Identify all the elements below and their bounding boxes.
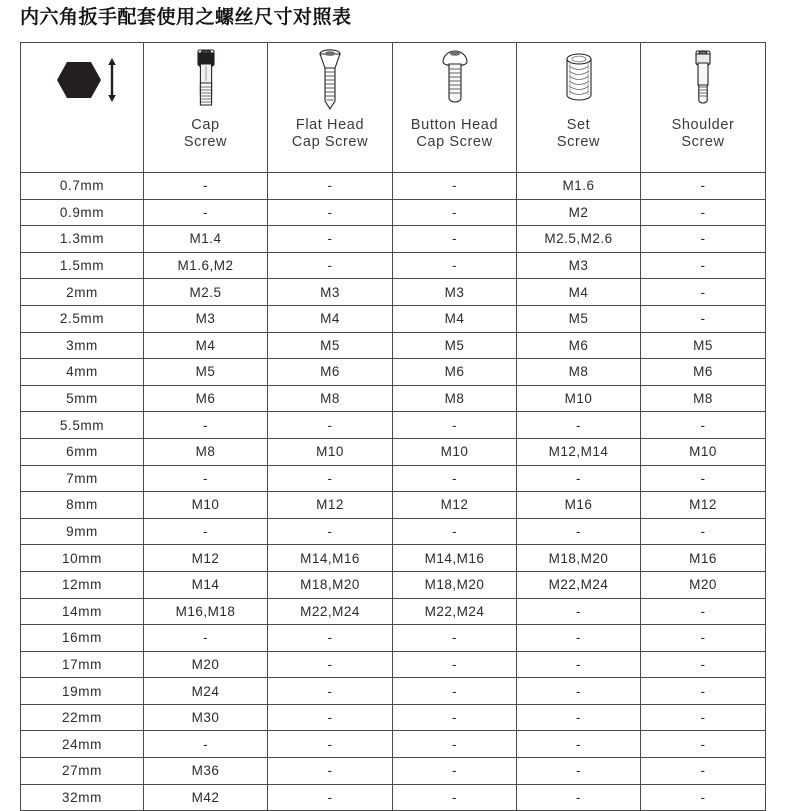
column-header-set-screw-label-2: Screw: [556, 134, 601, 150]
column-header-button-head-label-1: Button Head: [410, 117, 499, 133]
column-header-button-head-label-2: Cap Screw: [416, 134, 493, 150]
row-label-hex-size: 8mm: [21, 492, 144, 519]
cell-flat_head: -: [268, 731, 393, 758]
cell-shoulder: M20: [641, 571, 766, 598]
cell-flat_head: M12: [268, 492, 393, 519]
cell-button_head: M14,M16: [393, 545, 517, 572]
table-row: [21, 438, 766, 465]
cell-button_head: -: [393, 173, 517, 200]
cell-button_head: M3: [393, 279, 517, 306]
cell-button_head: -: [393, 518, 517, 545]
cell-set_screw: -: [517, 651, 641, 678]
cell-shoulder: M6: [641, 359, 766, 386]
cell-flat_head: -: [268, 625, 393, 652]
column-header-button-head-cap-screw: [393, 43, 517, 173]
cell-shoulder: M5: [641, 332, 766, 359]
table-row: [21, 199, 766, 226]
screw-size-table: [20, 42, 766, 811]
row-label-hex-size: 32mm: [21, 784, 144, 811]
cell-cap_screw: -: [144, 199, 268, 226]
cell-shoulder: -: [641, 465, 766, 492]
row-label-hex-size: 12mm: [21, 571, 144, 598]
cell-cap_screw: M20: [144, 651, 268, 678]
cell-shoulder: -: [641, 518, 766, 545]
cell-cap_screw: M12: [144, 545, 268, 572]
cell-set_screw: M5: [517, 305, 641, 332]
cell-cap_screw: M2.5: [144, 279, 268, 306]
cell-cap_screw: M6: [144, 385, 268, 412]
cell-shoulder: -: [641, 279, 766, 306]
cell-shoulder: -: [641, 305, 766, 332]
cell-shoulder: -: [641, 598, 766, 625]
table-row: [21, 704, 766, 731]
cell-set_screw: -: [517, 465, 641, 492]
cell-button_head: -: [393, 651, 517, 678]
table-row: [21, 492, 766, 519]
cell-set_screw: M22,M24: [517, 571, 641, 598]
cell-button_head: M8: [393, 385, 517, 412]
table-row: [21, 385, 766, 412]
cell-button_head: -: [393, 784, 517, 811]
cell-shoulder: -: [641, 704, 766, 731]
cell-set_screw: M16: [517, 492, 641, 519]
cell-shoulder: -: [641, 252, 766, 279]
cell-cap_screw: M30: [144, 704, 268, 731]
row-label-hex-size: 5mm: [21, 385, 144, 412]
cell-shoulder: -: [641, 651, 766, 678]
cell-cap_screw: -: [144, 465, 268, 492]
cell-button_head: -: [393, 678, 517, 705]
cell-button_head: -: [393, 412, 517, 439]
hexagon-measure-icon: [43, 43, 121, 117]
table-row: [21, 412, 766, 439]
row-label-hex-size: 17mm: [21, 651, 144, 678]
cell-button_head: M10: [393, 438, 517, 465]
cell-shoulder: M8: [641, 385, 766, 412]
column-header-shoulder-screw: [641, 43, 766, 173]
cell-cap_screw: -: [144, 173, 268, 200]
cell-cap_screw: M10: [144, 492, 268, 519]
table-header-row: [21, 43, 766, 173]
row-label-hex-size: 3mm: [21, 332, 144, 359]
cell-set_screw: M6: [517, 332, 641, 359]
cell-flat_head: -: [268, 226, 393, 253]
row-label-hex-size: 0.9mm: [21, 199, 144, 226]
cell-flat_head: -: [268, 173, 393, 200]
cell-cap_screw: M3: [144, 305, 268, 332]
cell-flat_head: M3: [268, 279, 393, 306]
cell-button_head: -: [393, 625, 517, 652]
row-label-hex-size: 5.5mm: [21, 412, 144, 439]
table-row: [21, 545, 766, 572]
row-label-hex-size: 16mm: [21, 625, 144, 652]
cell-cap_screw: -: [144, 731, 268, 758]
flat-head-screw-icon: [313, 43, 347, 117]
cell-shoulder: -: [641, 173, 766, 200]
cell-shoulder: M12: [641, 492, 766, 519]
table-row: [21, 678, 766, 705]
cell-set_screw: M3: [517, 252, 641, 279]
cell-shoulder: M10: [641, 438, 766, 465]
cell-button_head: M6: [393, 359, 517, 386]
row-label-hex-size: 10mm: [21, 545, 144, 572]
table-row: [21, 173, 766, 200]
cell-flat_head: M10: [268, 438, 393, 465]
cell-set_screw: M18,M20: [517, 545, 641, 572]
row-label-hex-size: 1.5mm: [21, 252, 144, 279]
table-row: [21, 305, 766, 332]
cell-button_head: -: [393, 465, 517, 492]
cap-screw-icon: [189, 43, 223, 117]
row-label-hex-size: 19mm: [21, 678, 144, 705]
cell-cap_screw: M24: [144, 678, 268, 705]
cell-flat_head: -: [268, 412, 393, 439]
cell-button_head: M5: [393, 332, 517, 359]
row-label-hex-size: 9mm: [21, 518, 144, 545]
table-row: [21, 518, 766, 545]
cell-flat_head: M14,M16: [268, 545, 393, 572]
chart-table-container: [20, 42, 765, 811]
cell-set_screw: -: [517, 784, 641, 811]
table-row: [21, 332, 766, 359]
cell-cap_screw: M5: [144, 359, 268, 386]
cell-flat_head: -: [268, 758, 393, 785]
page-title: 内六角扳手配套使用之螺丝尺寸对照表: [20, 6, 352, 28]
column-header-cap-screw-label-2: Screw: [183, 134, 228, 150]
row-label-hex-size: 2mm: [21, 279, 144, 306]
table-header: [21, 43, 766, 173]
cell-set_screw: M10: [517, 385, 641, 412]
cell-flat_head: -: [268, 252, 393, 279]
column-header-cap-screw: [144, 43, 268, 173]
table-row: [21, 784, 766, 811]
cell-button_head: M22,M24: [393, 598, 517, 625]
table-row: [21, 598, 766, 625]
cell-flat_head: -: [268, 199, 393, 226]
cell-shoulder: -: [641, 758, 766, 785]
column-header-set-screw-label-1: Set: [566, 117, 591, 133]
cell-cap_screw: M42: [144, 784, 268, 811]
cell-shoulder: -: [641, 412, 766, 439]
cell-cap_screw: M14: [144, 571, 268, 598]
cell-shoulder: -: [641, 784, 766, 811]
row-label-hex-size: 27mm: [21, 758, 144, 785]
cell-cap_screw: -: [144, 412, 268, 439]
cell-set_screw: -: [517, 678, 641, 705]
shoulder-screw-icon: [686, 43, 720, 117]
cell-flat_head: -: [268, 651, 393, 678]
table-row: [21, 731, 766, 758]
row-label-hex-size: 2.5mm: [21, 305, 144, 332]
column-header-shoulder-label-2: Screw: [681, 134, 725, 150]
cell-flat_head: -: [268, 518, 393, 545]
cell-flat_head: -: [268, 704, 393, 731]
cell-shoulder: -: [641, 226, 766, 253]
table-row: [21, 359, 766, 386]
column-header-cap-screw-label-1: Cap: [191, 117, 220, 133]
table-row: [21, 625, 766, 652]
cell-shoulder: -: [641, 625, 766, 652]
row-label-hex-size: 14mm: [21, 598, 144, 625]
cell-set_screw: -: [517, 731, 641, 758]
cell-shoulder: -: [641, 199, 766, 226]
cell-flat_head: M18,M20: [268, 571, 393, 598]
table-row: [21, 758, 766, 785]
row-label-hex-size: 1.3mm: [21, 226, 144, 253]
cell-flat_head: -: [268, 784, 393, 811]
column-header-flat-head-cap-screw: [268, 43, 393, 173]
table-body: [21, 173, 766, 811]
cell-cap_screw: M4: [144, 332, 268, 359]
cell-cap_screw: M1.6,M2: [144, 252, 268, 279]
table-row: [21, 571, 766, 598]
cell-button_head: M18,M20: [393, 571, 517, 598]
row-label-hex-size: 6mm: [21, 438, 144, 465]
button-head-screw-icon: [438, 43, 472, 117]
cell-set_screw: -: [517, 412, 641, 439]
column-header-shoulder-label-1: Shoulder: [671, 117, 735, 133]
column-header-flat-head-label-1: Flat Head: [295, 117, 365, 133]
cell-flat_head: M6: [268, 359, 393, 386]
cell-set_screw: M2.5,M2.6: [517, 226, 641, 253]
cell-button_head: -: [393, 731, 517, 758]
cell-button_head: M4: [393, 305, 517, 332]
cell-set_screw: -: [517, 758, 641, 785]
cell-set_screw: -: [517, 625, 641, 652]
cell-flat_head: -: [268, 678, 393, 705]
cell-button_head: -: [393, 704, 517, 731]
cell-set_screw: M8: [517, 359, 641, 386]
cell-cap_screw: M1.4: [144, 226, 268, 253]
set-screw-icon: [557, 43, 601, 117]
cell-cap_screw: -: [144, 625, 268, 652]
cell-set_screw: M12,M14: [517, 438, 641, 465]
cell-set_screw: -: [517, 518, 641, 545]
cell-cap_screw: M8: [144, 438, 268, 465]
cell-shoulder: M16: [641, 545, 766, 572]
cell-set_screw: M1.6: [517, 173, 641, 200]
column-header-hex-size: [21, 43, 144, 173]
cell-set_screw: M2: [517, 199, 641, 226]
cell-button_head: -: [393, 226, 517, 253]
table-row: [21, 651, 766, 678]
cell-cap_screw: -: [144, 518, 268, 545]
row-label-hex-size: 7mm: [21, 465, 144, 492]
table-row: [21, 465, 766, 492]
row-label-hex-size: 22mm: [21, 704, 144, 731]
cell-flat_head: M4: [268, 305, 393, 332]
cell-flat_head: M22,M24: [268, 598, 393, 625]
cell-button_head: -: [393, 758, 517, 785]
cell-button_head: -: [393, 199, 517, 226]
cell-flat_head: -: [268, 465, 393, 492]
table-row: [21, 252, 766, 279]
cell-set_screw: -: [517, 598, 641, 625]
cell-set_screw: -: [517, 704, 641, 731]
row-label-hex-size: 24mm: [21, 731, 144, 758]
column-header-set-screw: [517, 43, 641, 173]
column-header-flat-head-label-2: Cap Screw: [291, 134, 369, 150]
cell-set_screw: M4: [517, 279, 641, 306]
cell-button_head: M12: [393, 492, 517, 519]
row-label-hex-size: 0.7mm: [21, 173, 144, 200]
cell-shoulder: -: [641, 731, 766, 758]
cell-cap_screw: M16,M18: [144, 598, 268, 625]
table-row: [21, 279, 766, 306]
cell-flat_head: M8: [268, 385, 393, 412]
cell-cap_screw: M36: [144, 758, 268, 785]
cell-shoulder: -: [641, 678, 766, 705]
cell-flat_head: M5: [268, 332, 393, 359]
cell-button_head: -: [393, 252, 517, 279]
table-row: [21, 226, 766, 253]
row-label-hex-size: 4mm: [21, 359, 144, 386]
